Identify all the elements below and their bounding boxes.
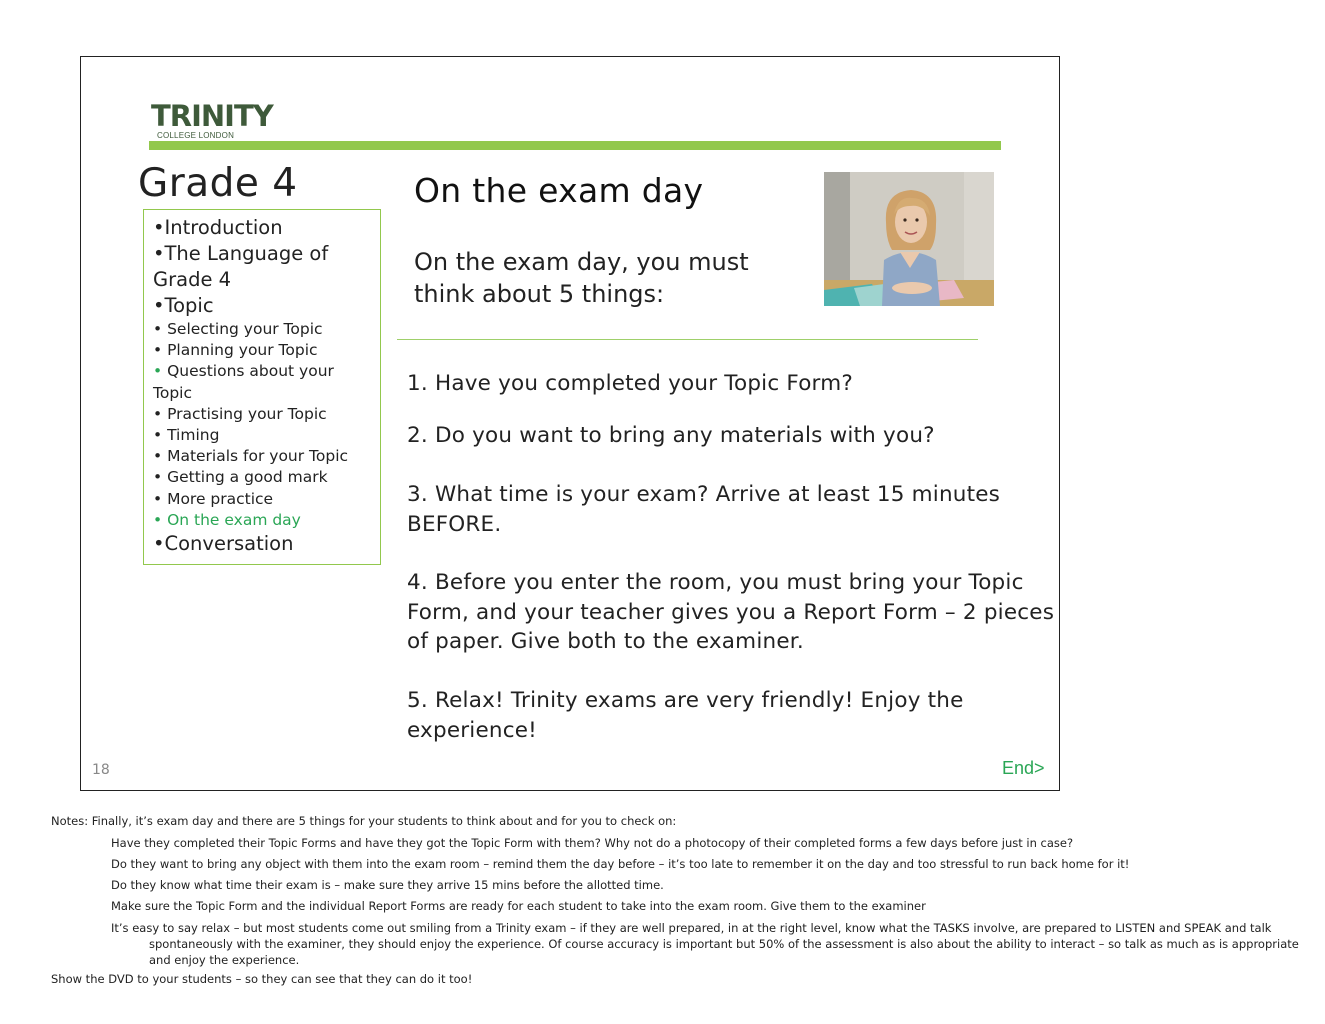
toc-item-topic[interactable]: •Topic [153,294,214,317]
note-item-3: Do they know what time their exam is – make sure they arrive 15 mins before the allotted time. [111,878,664,892]
toc-item-introduction[interactable]: •Introduction [153,216,283,239]
toc-item-timing[interactable]: • Timing [153,426,220,445]
header-divider [149,141,1001,150]
toc-item-good-mark[interactable]: • Getting a good mark [153,468,328,487]
presenter-photo [824,172,994,306]
green-bullet-icon: • [153,362,168,381]
content-divider [397,339,978,340]
intro-text: On the exam day, you must think about 5 things: [414,248,749,308]
toc-item-planning-topic[interactable]: • Planning your Topic [153,341,318,360]
toc-item-practising-topic[interactable]: • Practising your Topic [153,404,327,423]
toc-item-questions-topic[interactable] [153,361,363,403]
toc-item-more-practice[interactable]: • More practice [153,489,274,508]
toc-item-conversation[interactable]: •Conversation [153,532,294,556]
page-number: 18 [92,762,110,778]
toc-item-language[interactable]: •The Language of Grade 4 [153,242,329,291]
table-of-contents [143,209,381,565]
toc-item-selecting-topic[interactable]: • Selecting your Topic [153,320,323,338]
note-item-5: It’s easy to say relax – but most students come out smiling from a Trinity exam – if they are well prepared, in at the right level, know what the TASKS involve, are prepared to LISTEN and SPEAK and talk spontaneously with the examiner, they should enjoy the experience. Of course accuracy is important but 50% of the assessment is also about the ability to interact – so talk as much as is appropriate and enjoy the experience. [111,921,1299,967]
note-item-2: Do they want to bring any object with them into the exam room – remind them the day before – it’s too late to remember it on the day and too stressful to run back home for it! [111,857,1130,871]
toc-item-questions-label: Questions about your Topic [153,362,334,402]
slide [80,56,1060,791]
logo-subtitle: COLLEGE LONDON [157,131,235,140]
point-2: 2. Do you want to bring any materials with you? [407,423,935,448]
notes-intro: Notes: Finally, it’s exam day and there are 5 things for your students to think about and for you to check on: [51,814,677,828]
logo-wordmark: TRINITY [151,99,273,133]
toc-item-exam-day[interactable]: • On the exam day [153,510,301,529]
grade-title: Grade 4 [138,161,298,206]
point-5: 5. Relax! Trinity exams are very friendly! Enjoy the experience! [407,688,964,743]
note-item-1: Have they completed their Topic Forms and have they got the Topic Form with them? Why not do a photocopy of their completed forms a few days before just in case? [111,836,1074,850]
slide-heading: On the exam day [414,171,704,210]
point-1: 1. Have you completed your Topic Form? [407,371,853,396]
notes-closing: Show the DVD to your students – so they can see that they can do it too! [51,972,473,986]
point-4: 4. Before you enter the room, you must bring your Topic Form, and your teacher gives you a Report Form – 2 pieces of paper. Give both to the examiner. [407,570,1055,654]
point-3: 3. What time is your exam? Arrive at least 15 minutes BEFORE. [407,482,1001,537]
toc-item-materials[interactable]: • Materials for your Topic [153,447,349,466]
trinity-logo [151,99,273,141]
note-item-4: Make sure the Topic Form and the individual Report Forms are ready for each student to take into the exam room. Give them to the examiner [111,899,926,913]
end-link[interactable]: End> [1002,758,1045,778]
